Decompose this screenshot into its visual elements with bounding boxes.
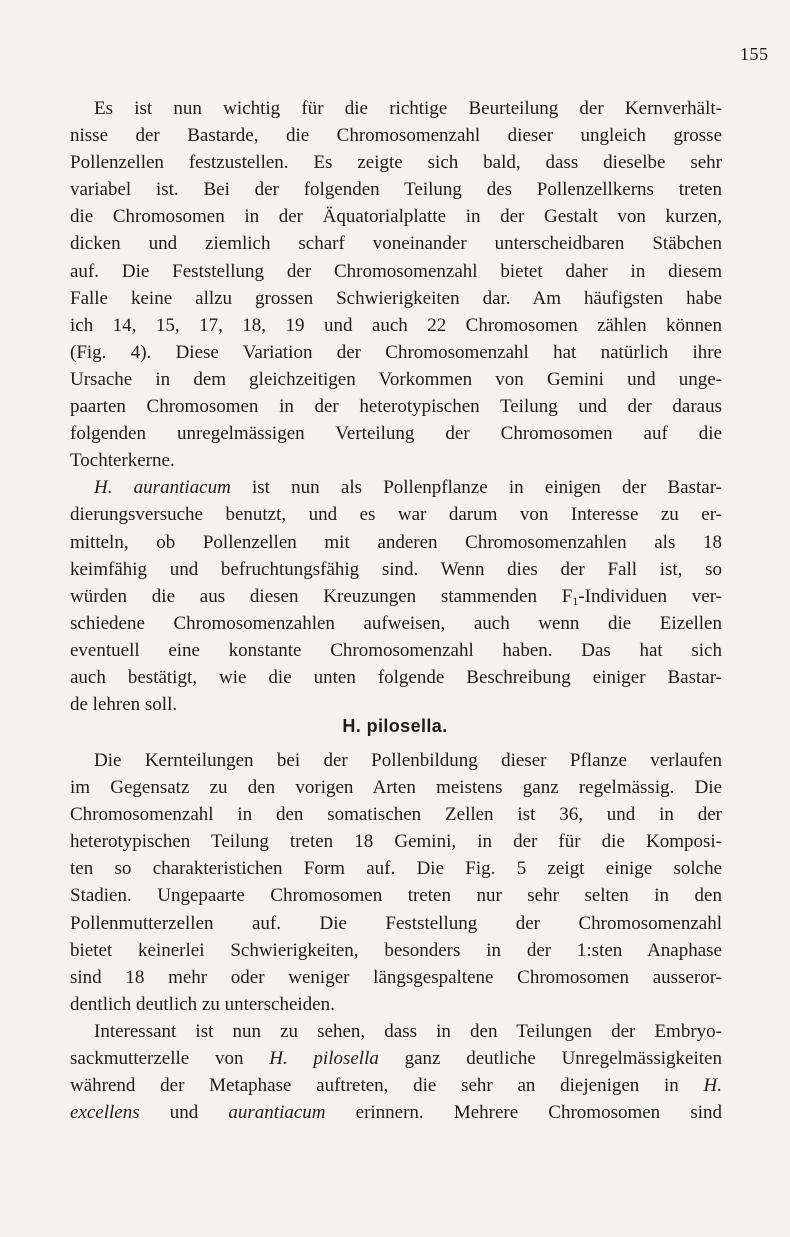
species-name: H. aurantiacum (94, 477, 231, 499)
text-line: de lehren soll. (70, 694, 178, 716)
text-line: mitteln, ob Pollenzellen mit anderen Chromosomenzahlen als 18 (70, 531, 722, 553)
text-line: heterotypischen Teilung treten 18 Gemini, in der für die Komposi- (70, 831, 722, 853)
section-heading: H. pilosella. (342, 716, 448, 736)
text-fragment: ist nun als Pollenpflanze in einigen der Bastar- (230, 477, 722, 499)
text-line: paarten Chromosomen in der heterotypischen Teilung und der daraus (70, 396, 722, 418)
text-fragment: und (139, 1102, 229, 1124)
text-fragment: würden die aus diesen Kreuzungen stammenden F (70, 585, 573, 607)
text-line: Pollenmutterzellen auf. Die Feststellung der Chromosomenzahl (70, 912, 722, 934)
text-line (70, 1045, 722, 1072)
text-line: ten so charakteristichen Form auf. Die Fig. 5 zeigt einige solche (70, 858, 722, 880)
text-line (70, 474, 722, 501)
text-line: schiedene Chromosomenzahlen aufweisen, auch wenn die Eizellen (70, 612, 722, 634)
text-line: die Chromosomen in der Äquatorialplatte in der Gestalt von kurzen, (70, 206, 722, 228)
text-line: dicken und ziemlich scharf voneinander unterscheidbaren Stäbchen (70, 233, 722, 255)
text-line: dierungsversuche benutzt, und es war darum von Interesse zu er- (70, 504, 722, 526)
text-fragment: -Individuen ver- (578, 585, 722, 607)
species-name: aurantiacum (228, 1102, 326, 1124)
text-line: Pollenzellen festzustellen. Es zeigte sich bald, dass dieselbe sehr (70, 152, 722, 174)
text-line: auch bestätigt, wie die unten folgende Beschreibung einiger Bastar- (70, 666, 722, 688)
text-line: nisse der Bastarde, die Chromosomenzahl dieser ungleich grosse (70, 125, 722, 147)
text-line: dentlich deutlich zu unterscheiden. (70, 993, 335, 1015)
text-line: Die Kernteilungen bei der Pollenbildung dieser Pflanze verlaufen (94, 750, 722, 771)
page-number: 155 (740, 44, 769, 64)
text-line: eventuell eine konstante Chromosomenzahl haben. Das hat sich (70, 639, 722, 661)
text-line: auf. Die Feststellung der Chromosomenzahl bietet daher in diesem (70, 260, 722, 282)
text-line: variabel ist. Bei der folgenden Teilung des Pollenzellkerns treten (70, 179, 722, 201)
text-line: im Gegensatz zu den vorigen Arten meistens ganz regelmässig. Die (70, 777, 722, 799)
text-line: Falle keine allzu grossen Schwierigkeiten dar. Am häufigsten habe (70, 287, 722, 309)
paragraph-3 (70, 747, 722, 1126)
text-line: ich 14, 15, 17, 18, 19 und auch 22 Chromosomen zählen können (70, 314, 722, 336)
subscript: 1 (572, 593, 579, 608)
text-line: Interessant ist nun zu sehen, dass in den Teilungen der Embryo- (94, 1020, 722, 1042)
text-line: sind 18 mehr oder weniger längsgespaltene Chromosomen ausseror- (70, 966, 722, 988)
text-line: Stadien. Ungepaarte Chromosomen treten nur sehr selten in den (70, 885, 722, 907)
text-line: Es ist nun wichtig für die richtige Beurteilung der Kernverhält- (94, 98, 722, 119)
text-fragment: sackmutterzelle von (70, 1048, 270, 1070)
text-line: (Fig. 4). Diese Variation der Chromosomenzahl hat natürlich ihre (70, 341, 722, 363)
text-line (70, 583, 722, 610)
paragraph-1 (70, 95, 722, 718)
text-line: keimfähig und befruchtungsfähig sind. Wenn dies der Fall ist, so (70, 558, 722, 580)
text-fragment: während der Metaphase auftreten, die sehr an diejenigen in (70, 1075, 704, 1097)
text-line (70, 1099, 722, 1126)
text-line: Chromosomenzahl in den somatischen Zellen ist 36, und in der (70, 804, 722, 826)
species-name: excellens (70, 1102, 140, 1124)
text-line: Ursache in dem gleichzeitigen Vorkommen von Gemini und unge- (70, 368, 722, 390)
text-fragment: erinnern. Mehrere Chromosomen sind (325, 1102, 722, 1124)
text-line: bietet keinerlei Schwierigkeiten, besonders in der 1:sten Anaphase (70, 939, 722, 961)
text-fragment: ganz deutliche Unregelmässigkeiten (378, 1048, 722, 1070)
species-name: H. (703, 1075, 722, 1097)
text-line (70, 1072, 722, 1099)
text-line: folgenden unregelmässigen Verteilung der Chromosomen auf die (70, 423, 722, 445)
species-name: H. pilosella (269, 1048, 379, 1070)
text-line: Tochterkerne. (70, 450, 175, 472)
